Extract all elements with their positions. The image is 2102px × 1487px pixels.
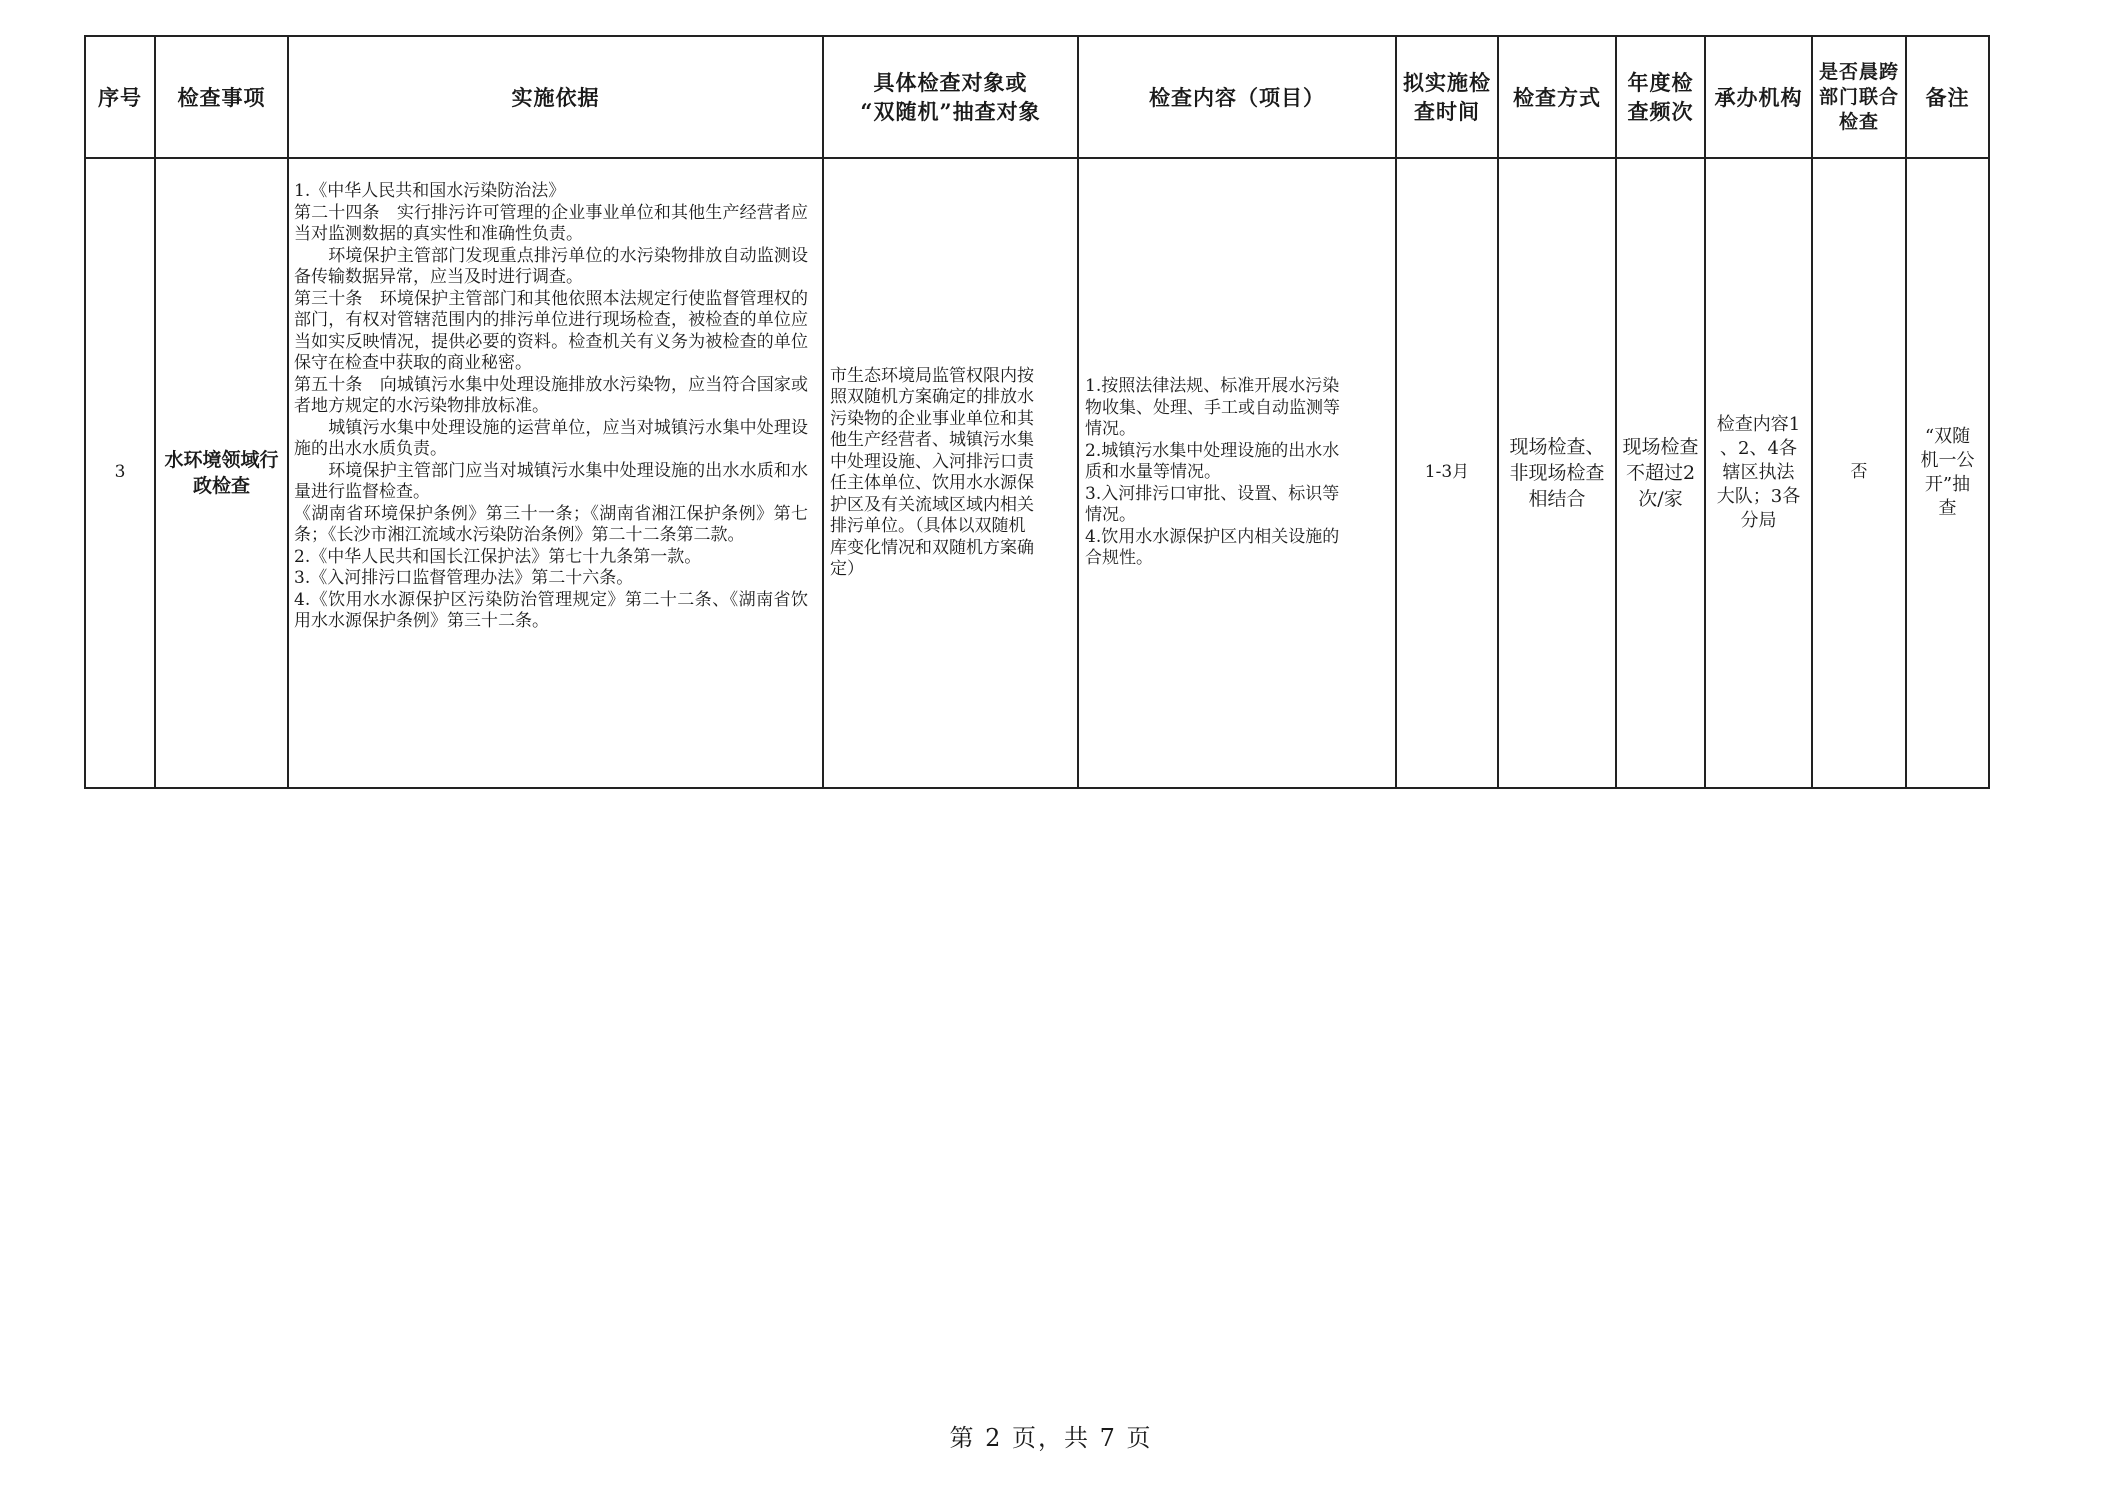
header-time-line-2: 查时间	[1414, 99, 1480, 124]
joint-value: 否	[1850, 462, 1868, 483]
page-number: 第 2 页，共 7 页	[949, 1424, 1153, 1452]
cell-seq	[85, 158, 155, 788]
cell-target	[823, 158, 1078, 788]
header-freq-line-2: 查频次	[1627, 99, 1694, 124]
target-line: 排污单位。（具体以双随机	[830, 516, 1026, 536]
basis-line: 第五十条 向城镇污水集中处理设施排放水污染物，应当符合国家或者地方规定的水污染物排放标准。	[294, 374, 808, 416]
content-line: 1.按照法律法规、标准开展水污染	[1085, 376, 1340, 397]
header-note: 备注	[1906, 36, 1989, 158]
freq-line-3: 次/家	[1638, 488, 1683, 510]
content-line: 物收集、处理、手工或自动监测等	[1085, 397, 1340, 418]
cell-org	[1705, 158, 1812, 788]
basis-line: 第三十条 环境保护主管部门和其他依照本法规定行使监督管理权的部门，有权对管辖范围内的排污单位进行现场检查，被检查的单位应当如实反映情况，提供必要的资料。检查机关有义务为被检查的单位保守在检查中获取的商业秘密。	[294, 288, 808, 373]
freq-line-2: 不超过2	[1625, 462, 1696, 484]
note-line-3: 开”抽	[1924, 474, 1971, 495]
note-line-1: “双随	[1924, 426, 1971, 447]
inspection-table	[84, 35, 1990, 789]
note-line-2: 机一公	[1920, 450, 1975, 471]
org-line-2: 、2、4各	[1720, 438, 1797, 459]
header-joint-line-1: 是否晨跨	[1818, 60, 1899, 83]
target-line: 照双随机方案确定的排放水	[830, 387, 1034, 407]
org-line-4: 大队；3各	[1716, 486, 1801, 507]
header-time-line-1: 拟实施检	[1403, 70, 1491, 95]
target-line: 定）	[830, 559, 864, 579]
header-joint	[1812, 36, 1906, 158]
item-line-1: 水环境领域行	[164, 449, 279, 471]
header-freq-line-1: 年度检	[1627, 70, 1694, 95]
basis-line: 环境保护主管部门应当对城镇污水集中处理设施的出水水质和水量进行监督检查。	[294, 460, 808, 502]
note-line-4: 查	[1938, 498, 1957, 519]
basis-line: 2.《中华人民共和国长江保护法》第七十九条第一款。	[294, 546, 702, 567]
header-joint-line-2: 部门联合	[1818, 85, 1899, 108]
target-text	[824, 366, 1077, 581]
cell-basis	[288, 158, 823, 788]
cell-joint	[1812, 158, 1906, 788]
content-line: 2.城镇污水集中处理设施的出水水	[1085, 440, 1340, 461]
basis-line: 4.《饮用水水源保护区污染防治管理规定》第二十二条、《湖南省饮用水水源保护条例》第三十二条。	[294, 589, 808, 631]
method-line-2: 非现场检查	[1509, 462, 1605, 484]
cell-item	[155, 158, 288, 788]
header-time	[1396, 36, 1498, 158]
method-line-1: 现场检查、	[1509, 436, 1605, 458]
table-row	[85, 158, 1989, 788]
content-line: 情况。	[1085, 505, 1136, 526]
header-basis: 实施依据	[288, 36, 823, 158]
item-line-2: 政检查	[192, 475, 250, 497]
header-org: 承办机构	[1705, 36, 1812, 158]
target-line: 他生产经营者、城镇污水集	[830, 430, 1034, 450]
header-method: 检查方式	[1498, 36, 1616, 158]
cell-note	[1906, 158, 1989, 788]
basis-line: 环境保护主管部门发现重点排污单位的水污染物排放自动监测设备传输数据异常，应当及时进行调查。	[294, 245, 808, 287]
basis-text	[289, 159, 822, 633]
content-line: 合规性。	[1085, 548, 1153, 569]
header-joint-line-3: 检查	[1838, 110, 1879, 133]
content-line: 4.饮用水水源保护区内相关设施的	[1085, 526, 1340, 547]
target-line: 污染物的企业事业单位和其	[830, 408, 1034, 429]
basis-line: 城镇污水集中处理设施的运营单位，应当对城镇污水集中处理设施的出水水质负责。	[294, 417, 808, 459]
cell-method	[1498, 158, 1616, 788]
header-freq	[1616, 36, 1705, 158]
header-row	[85, 36, 1989, 158]
cell-content	[1078, 158, 1396, 788]
target-line: 护区及有关流域区域内相关	[830, 494, 1034, 515]
seq-value: 3	[114, 462, 126, 483]
content-line: 质和水量等情况。	[1085, 462, 1221, 483]
org-line-5: 分局	[1740, 510, 1777, 531]
target-line: 库变化情况和双随机方案确	[830, 537, 1034, 558]
org-line-1: 检查内容1	[1716, 414, 1801, 435]
content-text	[1079, 376, 1395, 570]
header-target-line-2: “双随机”抽查对象	[860, 99, 1041, 124]
header-seq: 序号	[85, 36, 155, 158]
header-target-line-1: 具体检查对象或	[873, 70, 1028, 95]
freq-line-1: 现场检查	[1622, 436, 1699, 458]
basis-line: 《湖南省环境保护条例》第三十一条；《湖南省湘江保护条例》第七条；《长沙市湘江流域水污染防治条例》第二十二条第二款。	[294, 503, 808, 545]
basis-line: 1.《中华人民共和国水污染防治法》	[294, 181, 566, 201]
target-line: 市生态环境局监管权限内按	[830, 365, 1034, 386]
org-line-3: 辖区执法	[1722, 462, 1795, 483]
method-line-3: 相结合	[1528, 488, 1586, 510]
content-line: 情况。	[1085, 419, 1136, 440]
cell-freq	[1616, 158, 1705, 788]
content-line: 3.入河排污口审批、设置、标识等	[1085, 483, 1340, 504]
target-line: 中处理设施、入河排污口责	[830, 451, 1034, 472]
header-target	[823, 36, 1078, 158]
basis-line: 第二十四条 实行排污许可管理的企业事业单位和其他生产经营者应当对监测数据的真实性和准确性负责。	[294, 202, 808, 244]
header-content: 检查内容（项目）	[1078, 36, 1396, 158]
target-line: 任主体单位、饮用水水源保	[830, 473, 1034, 493]
basis-line: 3.《入河排污口监督管理办法》第二十六条。	[294, 568, 634, 588]
cell-time	[1396, 158, 1498, 788]
header-item: 检查事项	[155, 36, 288, 158]
time-value: 1-3月	[1424, 462, 1470, 483]
